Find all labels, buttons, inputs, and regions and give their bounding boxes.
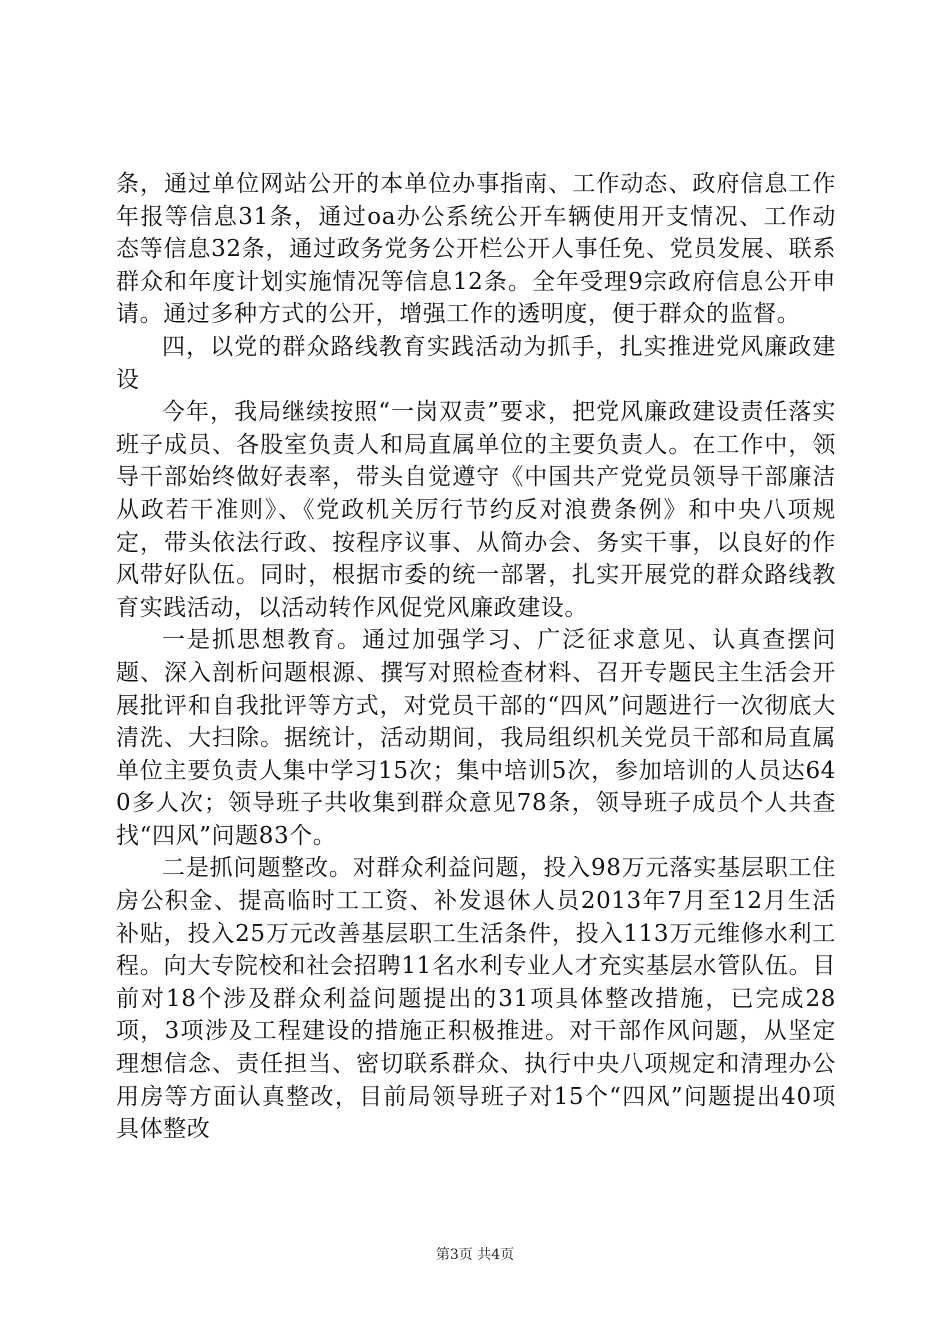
page-footer: 第3页 共4页: [435, 1247, 515, 1263]
section-heading-four: 四，以党的群众路线教育实践活动为抓手，扎实推进党风廉政建设: [116, 333, 836, 393]
paragraph-problem-rectification: 二是抓问题整改。对群众利益问题，投入98万元落实基层职工住房公积金、提高临时工工资、补发退休人员2013年7月至12月生活补贴，投入25万元改善基层职工生活条件，投入113万元维修水利工程。向大专院校和社会招聘11名水利专业人才充实基层水管队伍。目前对18个涉及群众利益问题提出的31项具体整改措施，已完成28项，3项涉及工程建设的措施正积极推进。对干部作风问题，从坚定理想信念、责任担当、密切联系群众、执行中央八项规定和清理办公用房等方面认真整改，目前局领导班子对15个“四风”问题提出40项具体整改: [116, 855, 836, 1143]
paragraph-ideological-education: 一是抓思想教育。通过加强学习、广泛征求意见、认真查摆问题、深入剖析问题根源、撰写对照检查材料、召开专题民主生活会开展批评和自我批评等方式，对党员干部的“四风”问题进行一次彻底大清洗、大扫除。据统计，活动期间，我局组织机关党员干部和局直属单位主要负责人集中学习15次；集中培训5次，参加培训的人员达640多人次；领导班子共收集到群众意见78条，领导班子成员个人共查找“四风”问题83个。: [116, 627, 836, 849]
document-body: [116, 168, 836, 1146]
paragraph-responsibility: 今年，我局继续按照“一岗双责”要求，把党风廉政建设责任落实班子成员、各股室负责人和局直属单位的主要负责人。在工作中，领导干部始终做好表率，带头自觉遵守《中国共产党党员领导干部廉洁从政若干准则》、《党政机关厉行节约反对浪费条例》和中央八项规定，带头依法行政、按程序议事、从简办会、务实干事，以良好的作风带好队伍。同时，根据市委的统一部署，扎实开展党的群众路线教育实践活动，以活动转作风促党风廉政建设。: [116, 399, 836, 621]
paragraph-continuation: 条，通过单位网站公开的本单位办事指南、工作动态、政府信息工作年报等信息31条，通过oa办公系统公开车辆使用开支情况、工作动态等信息32条，通过政务党务公开栏公开人事任免、党员发展、联系群众和年度计划实施情况等信息12条。全年受理9宗政府信息公开申请。通过多种方式的公开，增强工作的透明度，便于群众的监督。: [116, 171, 836, 328]
